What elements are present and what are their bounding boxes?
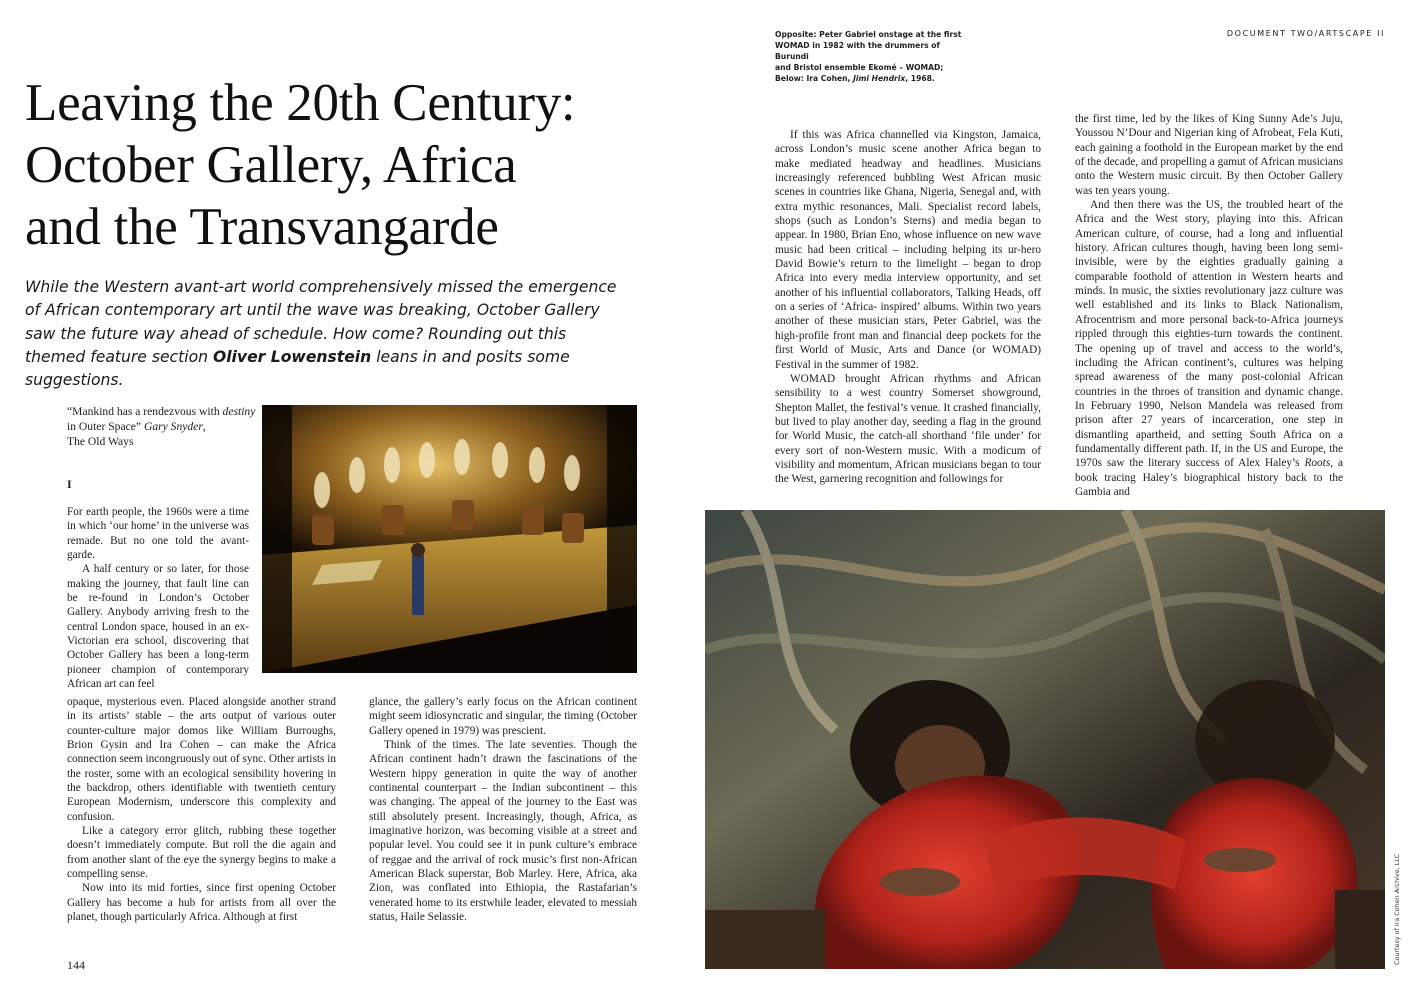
standfirst-text: leans in and posits some suggestions. xyxy=(25,347,570,390)
author-name: Oliver Lowenstein xyxy=(212,347,372,366)
caption-line: Below: Ira Cohen, xyxy=(775,74,854,83)
title-line: Leaving the 20th Century: xyxy=(25,74,576,132)
epigraph-text: , xyxy=(202,420,206,434)
paragraph: If this was Africa channelled via Kingston, Jamaica, across London’s music scene another Africa began to make mediated headway and headlines. Musicians increasingly referenced bubbling West African music scenes in countries like Ghana, Nigeria, Senegal and, with extra mythic resonances, Mali. Specialist record labels, shops (such as London’s Sterns) and media began to appear. In 1980, Brian Eno, whose influence on new wave music had been critical – including helping its ur-hero David Bowie’s return to the limelight – began to drop Africa into every media interview opportunity, and set another of his influential collaborators, Talking Heads, off on a series of ‘Africa- inspired’ albums. Within two years another of these musician stars, Peter Gabriel, was the high-profile front man and financial deep pockets for the first World of Music, Arts and Dance (or WOMAD) Festival in the summer of 1982. xyxy=(775,129,1041,371)
caption-line: , 1968. xyxy=(905,74,935,83)
paragraph: A half century or so later, for those making the journey, that fault line can be re-found in London’s October Gallery. Anybody arriving fresh to the central London space, housed in an ex-Victorian era school, discovering that October Gallery has been a long-term pioneer champion of contemporary African art can feel xyxy=(67,563,249,691)
epigraph-author: Gary Snyder xyxy=(143,420,203,434)
title-line: and the Transvangarde xyxy=(25,198,499,256)
epigraph xyxy=(67,404,257,450)
epigraph-text: “Mankind has a rendezvous with xyxy=(67,405,223,418)
paragraph: Now into its mid forties, since first opening October Gallery has become a hub for artists from all over the planet, though particularly Africa. Although at first xyxy=(67,882,336,924)
epigraph-italic: destiny xyxy=(222,405,256,418)
epigraph-text: in Outer Space” xyxy=(67,420,144,434)
title-line: October Gallery, Africa xyxy=(25,136,517,194)
caption-line: WOMAD in 1982 with the drummers of Burundi xyxy=(775,41,940,61)
paragraph-text: And then there was the US, the troubled heart of the Africa and the West story, playing into this. African American culture, of course, had a long and influential history. African cultures though, having been long semi-invisible, were by the eighties gradually gaining a comparable foothold of attention in Western hearts and minds. In music, the sixties revolutionary jazz culture was well established and its links to Black Nationalism, Afrocentrism and more personal back-to-Africa journeys rippled through this eighties-turn towards the continent. The opening up of travel and access to the world’s, including the African continent’s, cultures was helping spread awareness of the many post-colonial African countries in the throes of transition and dynamic change. In February 1990, Nelson Mandela was released from prison after 27 years of incarceration, one step in dismantling apartheid, and setting South Africa on a fundamentally different path. If, in the US and Europe, the 1970s saw the literary success of Alex Haley’s xyxy=(1075,199,1343,470)
jimi-hendrix-photo xyxy=(705,510,1385,969)
paragraph: Like a category error glitch, rubbing these together doesn’t immediately compute. But roll the die again and from another slant of the eye the synergy begins to make a compelling sense. xyxy=(67,825,336,881)
page-number: 144 xyxy=(67,958,85,972)
section-numeral: I xyxy=(67,477,72,491)
womad-stage-photo xyxy=(262,405,637,673)
standfirst-text: While the Western avant-art world comprehensively missed the emergence of African contemporary art until the wave was breaking, October Gallery saw the future way ahead of schedule. How come? Rounding out this themed feature section xyxy=(25,278,617,366)
paragraph: WOMAD brought African rhythms and African sensibility to a west country Somerset showground, Shepton Mallet, the festival’s venue. It crashed financially, but lived to play another day, seeding a flag in the ground for World Music, the catch-all shorthand ‘file under’ for every sort of non-Western music. With a modicum of visibility and momentum, African musicians began to tour the West, garnering recognition and followings for xyxy=(775,372,1041,486)
caption-line: and Bristol ensemble Ekomé – WOMAD; xyxy=(775,63,944,72)
paragraph-text: , a book tracing Haley’s biographical history back to the Gambia and xyxy=(1075,457,1343,498)
caption-work-title: Jimi Hendrix xyxy=(853,74,906,83)
body-column-4 xyxy=(1075,112,1343,499)
book-title: Roots xyxy=(1304,457,1331,470)
body-column-1-wrap xyxy=(67,505,249,691)
body-column-2 xyxy=(369,695,637,925)
body-column-3 xyxy=(775,128,1041,487)
article-title xyxy=(25,72,685,258)
paragraph: opaque, mysterious even. Placed alongside another strand in its artists’ stable – the arts output of various outer counter-culture major domos like William Burroughs, Brion Gysin and Ira Cohen – can make the Africa connection seem incongruously out of sync. Other artists in the roster, some with an ecological sensibility hovering in the backdrop, others identifiable with twentieth century European Modernism, underscore this complexity and confusion. xyxy=(67,696,336,823)
paragraph: the first time, led by the likes of King Sunny Ade’s Juju, Youssou N’Dour and Nigerian king of Afrobeat, Fela Kuti, each gaining a foothold in the European market by the end of the decade, and propelling a gamut of African musicians onto the Western music circuit. By then October Gallery was ten years young. xyxy=(1075,113,1343,197)
standfirst xyxy=(25,276,625,392)
paragraph xyxy=(1075,198,1343,499)
paragraph: For earth people, the 1960s were a time in which ‘our home’ in the universe was remade. But no one told the avant-garde. xyxy=(67,506,249,562)
caption-line: Opposite: Peter Gabriel onstage at the first xyxy=(775,30,962,39)
hendrix-image xyxy=(705,510,1385,969)
paragraph: glance, the gallery’s early focus on the African continent might seem idiosyncratic and singular, the timing (October Gallery opened in 1979) was prescient. xyxy=(369,696,637,737)
paragraph: Think of the times. The late seventies. Though the African continent hadn’t drawn the fascinations of the Western hippy generation in quite the way of another continental counterpart – the Indian subcontinent – this was changing. The appeal of the journey to the East was still absolutely present. Increasingly, though, Africa, as imaginative horizon, was becoming visible at a street and popular level. You could see it in punk culture’s embrace of reggae and the arrival of rock music’s first non-African American Black superstar, Bob Marley. Here, Africa, aka Zion, was conflated into Ethiopia, the Rastafarian’s venerated home to its erstwhile leader, elevated to messiah status, Haile Selassie. xyxy=(369,739,637,924)
photo-caption xyxy=(775,29,975,84)
running-head: DOCUMENT TWO/ARTSCAPE II xyxy=(1226,29,1385,38)
body-column-1 xyxy=(67,695,336,925)
photo-credit: Courtesy of Ira Cohen Archive, LLC xyxy=(1393,853,1401,965)
stage-image xyxy=(262,405,637,673)
epigraph-source: The Old Ways xyxy=(67,435,134,449)
